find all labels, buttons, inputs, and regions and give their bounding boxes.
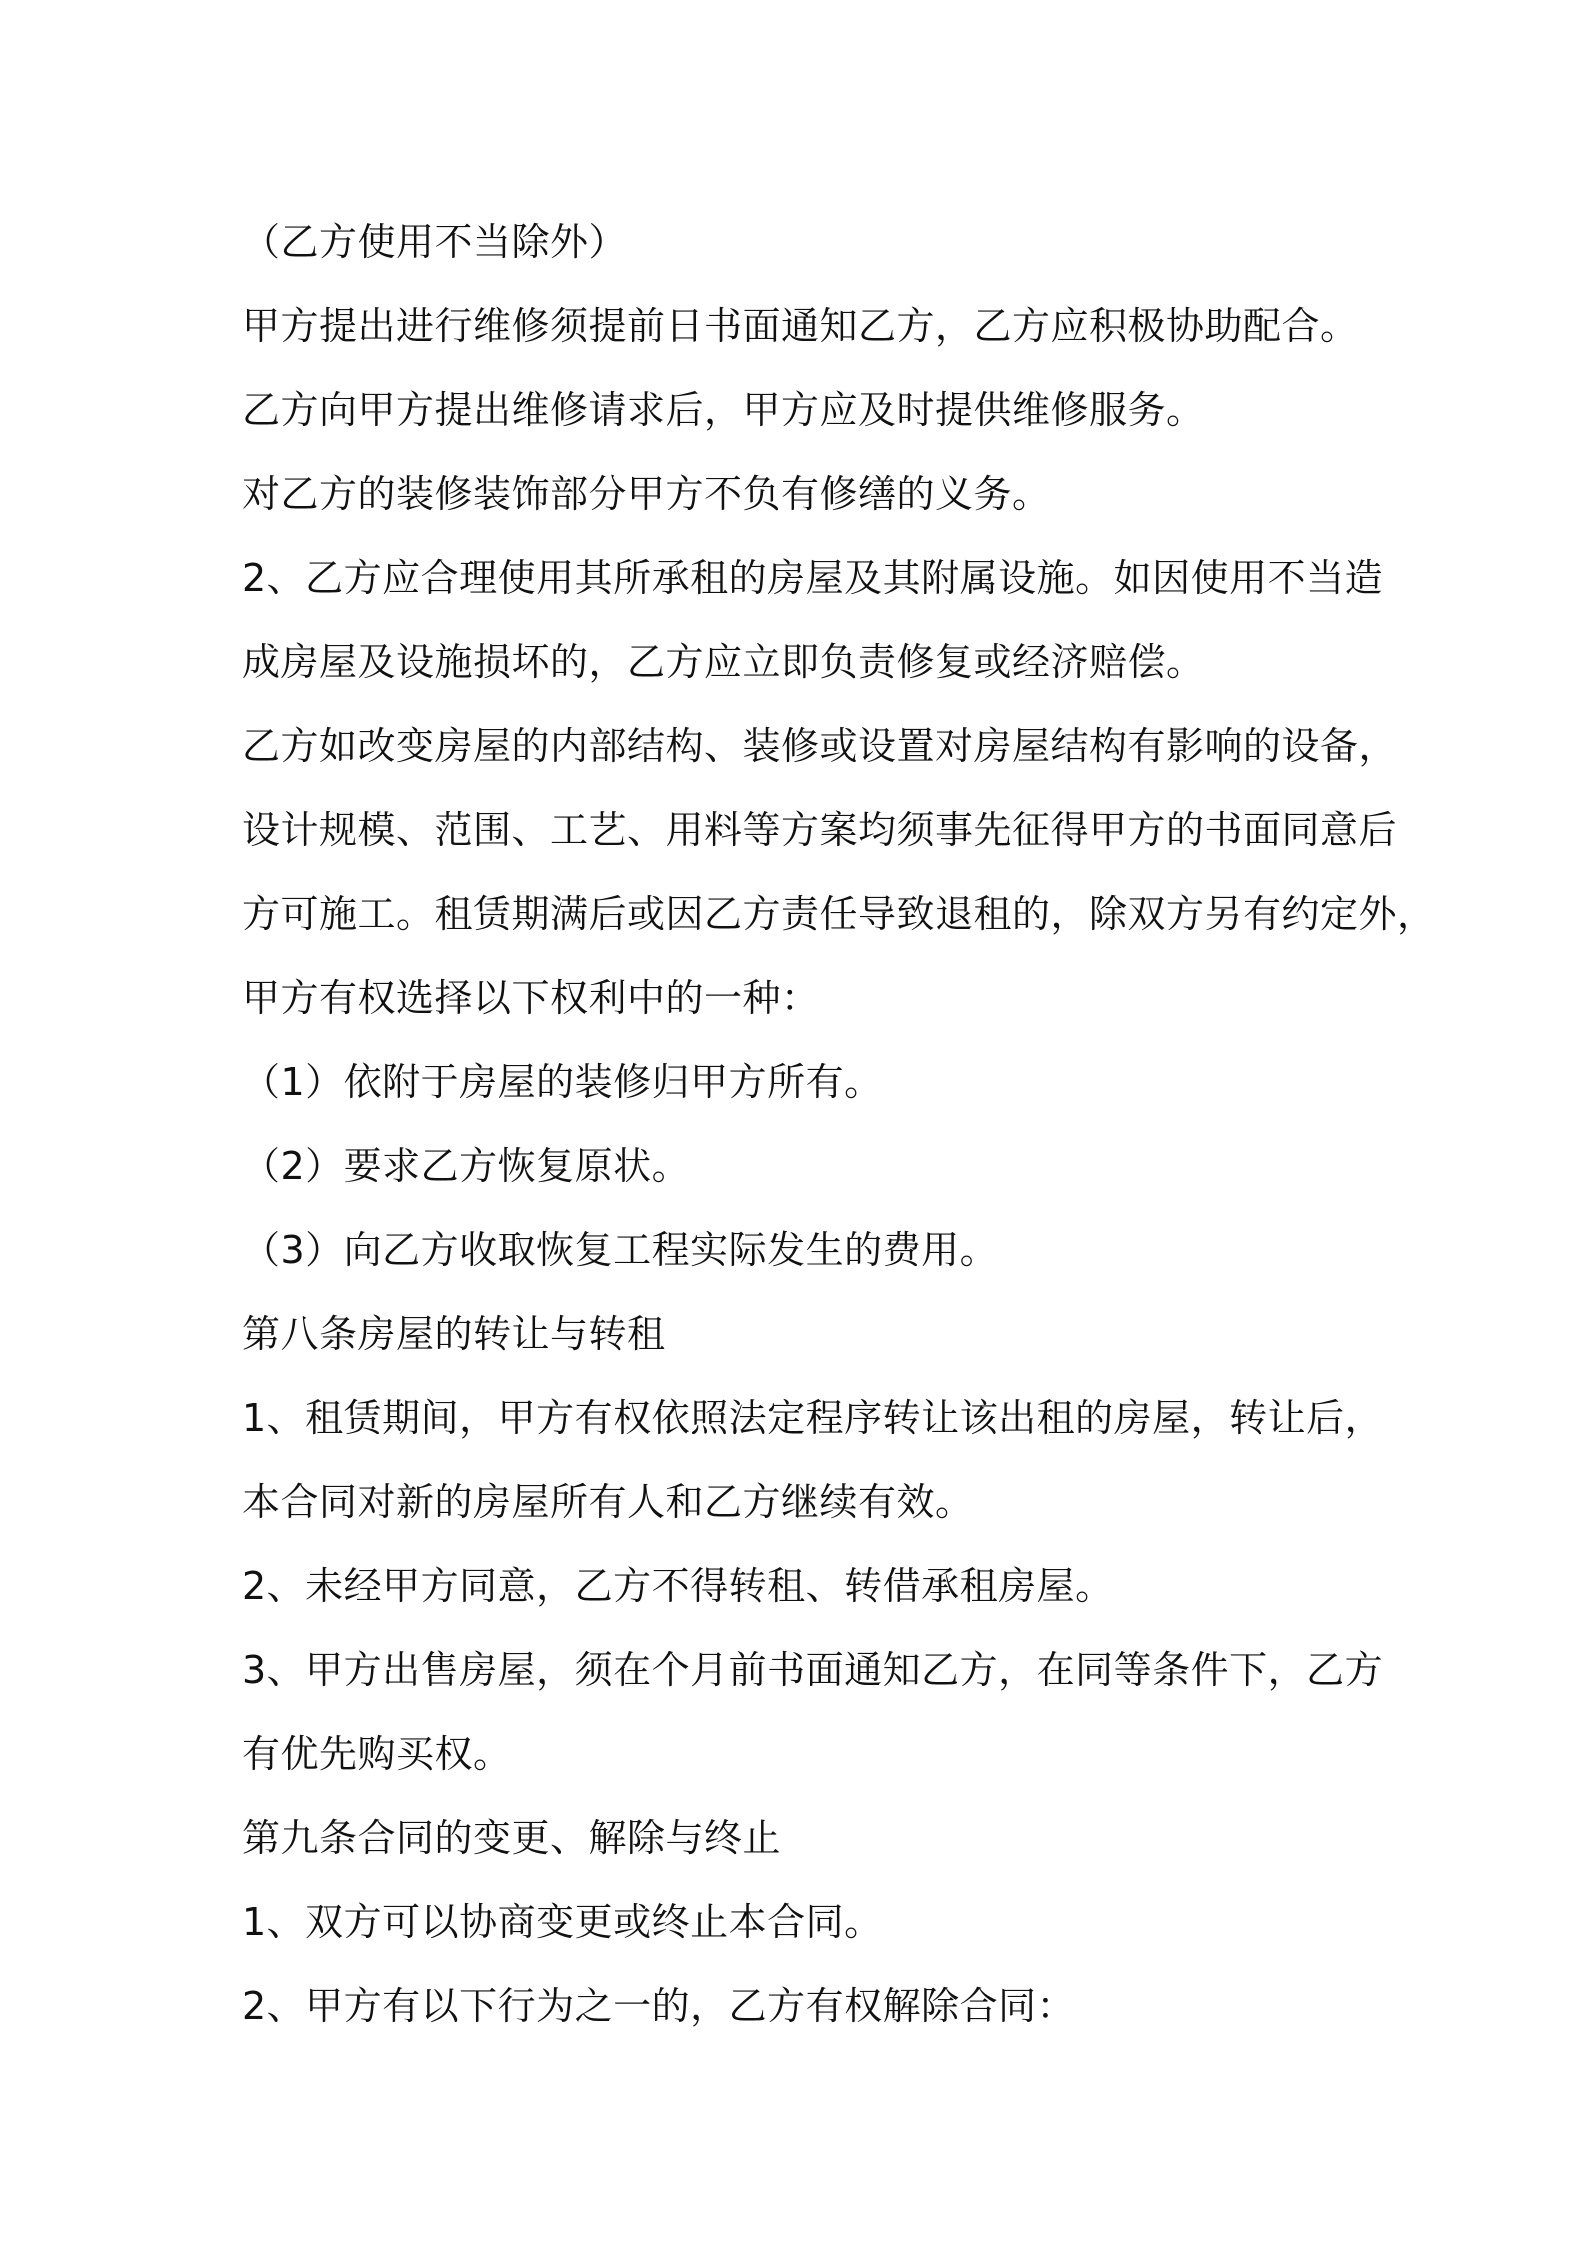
- text-line-construction-termination: 方可施工。租赁期满后或因乙方责任导致退租的，除双方另有约定外，: [242, 892, 1436, 936]
- section-heading-article-9: 第九条合同的变更、解除与终止: [242, 1816, 782, 1860]
- text-line-option-3: （3）向乙方收取恢复工程实际发生的费用。: [242, 1228, 999, 1272]
- text-line-clause-2-damage: 成房屋及设施损坏的，乙方应立即负责修复或经济赔偿。: [242, 640, 1205, 684]
- text-line-article-9-clause-2: 2、甲方有以下行为之一的，乙方有权解除合同：: [242, 1984, 1076, 2028]
- text-line-article-8-clause-2: 2、未经甲方同意，乙方不得转租、转借承租房屋。: [242, 1564, 1114, 1608]
- text-line-article-8-clause-3-cont: 有优先购买权。: [242, 1732, 512, 1776]
- text-line-repair-request: 乙方向甲方提出维修请求后，甲方应及时提供维修服务。: [242, 388, 1205, 432]
- text-line-article-8-clause-3: 3、甲方出售房屋，须在个月前书面通知乙方，在同等条件下，乙方: [242, 1648, 1384, 1692]
- text-line-decoration-repair: 对乙方的装修装饰部分甲方不负有修缮的义务。: [242, 472, 1051, 516]
- text-line-structure-change: 乙方如改变房屋的内部结构、装修或设置对房屋结构有影响的设备，: [242, 724, 1398, 768]
- section-heading-article-8: 第八条房屋的转让与转租: [242, 1312, 666, 1356]
- text-line-clause-2-use: 2、乙方应合理使用其所承租的房屋及其附属设施。如因使用不当造: [242, 556, 1384, 600]
- text-line-exception-note: （乙方使用不当除外）: [242, 220, 628, 264]
- document-body: [242, 200, 1436, 2048]
- text-line-design-consent: 设计规模、范围、工艺、用料等方案均须事先征得甲方的书面同意后: [242, 808, 1398, 852]
- text-line-rights-choice: 甲方有权选择以下权利中的一种：: [242, 976, 820, 1020]
- text-line-article-9-clause-1: 1、双方可以协商变更或终止本合同。: [242, 1900, 883, 1944]
- text-line-option-1: （1）依附于房屋的装修归甲方所有。: [242, 1060, 883, 1104]
- text-line-repair-notice: 甲方提出进行维修须提前日书面通知乙方，乙方应积极协助配合。: [242, 304, 1359, 348]
- text-line-option-2: （2）要求乙方恢复原状。: [242, 1144, 691, 1188]
- text-line-article-8-clause-1: 1、租赁期间，甲方有权依照法定程序转让该出租的房屋，转让后，: [242, 1396, 1384, 1440]
- text-line-article-8-clause-1-cont: 本合同对新的房屋所有人和乙方继续有效。: [242, 1480, 974, 1524]
